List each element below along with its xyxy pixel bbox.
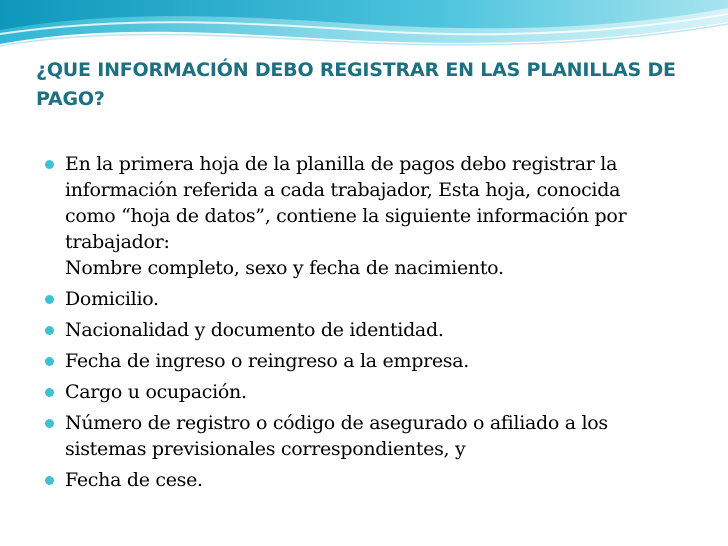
bullet-icon [45,388,54,397]
bullet-item-numero-registro [44,410,694,462]
title-line-2: PAGO? [36,88,105,110]
bullet-icon [45,419,54,428]
bullet-icon [45,326,54,335]
bullet-5-text: Cargo u ocupación. [65,381,247,403]
bullet-1-line-5: Nombre completo, sexo y fecha de nacimiento. [65,257,504,279]
bullet-6-line-2: sistemas previsionales correspondientes, y [65,438,466,460]
bullet-4-text: Fecha de ingreso o reingreso a la empresa. [65,350,470,372]
bullet-1-line-1: En la primera hoja de la planilla de pagos debo registrar la [65,153,618,175]
bullet-item-primera-hoja [44,151,694,281]
bullet-icon [45,160,54,169]
bullet-6-line-1: Número de registro o código de asegurado o afiliado a los [65,412,608,434]
bullet-1-line-2: información referida a cada trabajador, Esta hoja, conocida [65,179,621,201]
bullet-item-cargo [44,379,694,405]
bullet-item-nacionalidad [44,317,694,343]
title-line-1: ¿QUE INFORMACIÓN DEBO REGISTRAR EN LAS PLANILLAS DE [36,59,676,81]
bullet-1-line-4: trabajador: [65,231,170,253]
bullet-7-text: Fecha de cese. [65,469,203,491]
bullet-icon [45,295,54,304]
bullet-2-text: Domicilio. [65,288,159,310]
bullet-icon [45,476,54,485]
bullet-list [44,151,694,498]
bullet-item-fecha-ingreso [44,348,694,374]
slide-title [36,56,696,114]
wave-header-decoration [0,0,728,60]
bullet-item-fecha-cese [44,467,694,493]
bullet-1-line-3: como “hoja de datos”, contiene la siguiente información por [65,205,627,227]
bullet-3-text: Nacionalidad y documento de identidad. [65,319,444,341]
bullet-item-domicilio [44,286,694,312]
bullet-icon [45,357,54,366]
